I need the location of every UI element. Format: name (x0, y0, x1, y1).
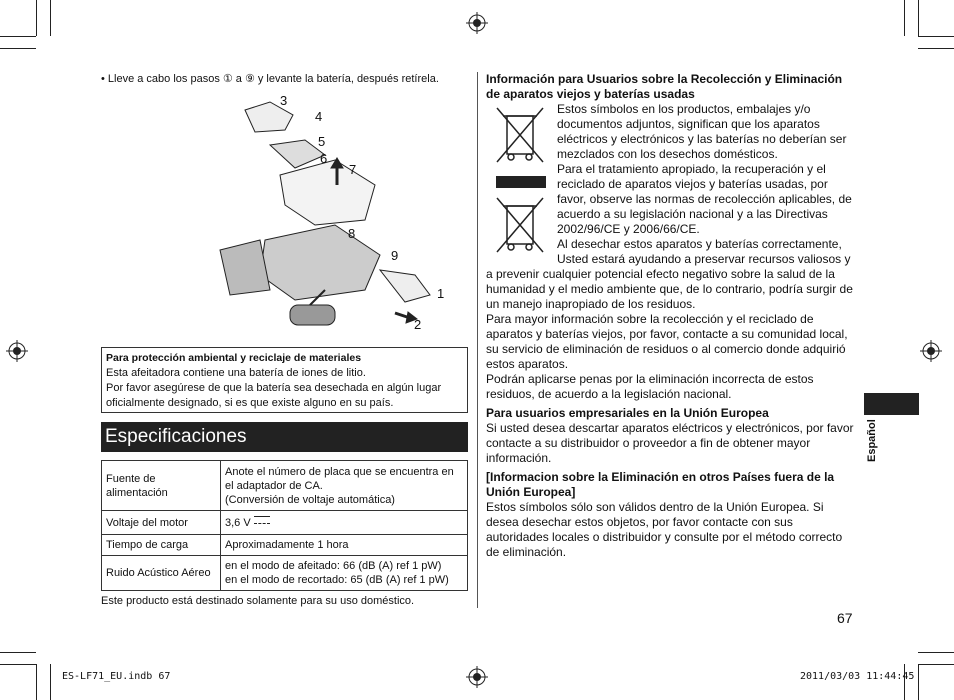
callout-6: 6 (320, 151, 328, 166)
outside-eu-title: [Informacion sobre la Eliminación en otros Países fuera de la Unión Europea] (486, 470, 835, 499)
spec-value-text: 3,6 V (225, 516, 251, 529)
crop-mark (904, 664, 905, 700)
eu-business-text: Si usted desea descartar aparatos eléctricos y electrónicos, por favor contacte a su distribuidor o proveedor a fin de obtener mayor información. (486, 421, 854, 465)
callout-9: 9 (391, 248, 399, 263)
callout-3: 3 (280, 93, 288, 108)
registration-mark-right (920, 340, 942, 362)
callout-8: 8 (348, 226, 356, 241)
crop-mark (918, 0, 919, 36)
registration-mark-bottom (466, 666, 488, 688)
crop-mark (918, 36, 954, 37)
footnote: Este producto está destinado solamente para su uso doméstico. (101, 595, 415, 607)
callout-5: 5 (318, 134, 326, 149)
crop-mark (0, 48, 36, 49)
disassembly-diagram (215, 90, 455, 335)
environment-box-line: Esta afeitadora contiene una batería de iones de litio. (106, 367, 366, 379)
spec-label: Fuente de alimentación (102, 461, 221, 511)
spec-label: Tiempo de carga (102, 535, 221, 556)
disposal-paragraph: Estos símbolos en los productos, embalajes y/o documentos adjuntos, significan que los aparatos eléctricos y electrónicos y las baterías no deberían ser mezclados con los desechos domésticos. (557, 102, 847, 161)
crop-mark (50, 664, 51, 700)
disposal-title: Información para Usuarios sobre la Recolección y Eliminación de aparatos viejos y baterías usadas (486, 72, 843, 101)
battery-bin-icon (493, 194, 547, 254)
dc-symbol-icon (254, 516, 270, 524)
intro-instruction: • Lleve a cabo los pasos ① a ⑨ y levante la batería, después retírela. (101, 73, 439, 85)
environment-box-title: Para protección ambiental y reciclaje de materiales (106, 352, 362, 364)
spec-label: Voltaje del motor (102, 511, 221, 535)
crop-mark (0, 36, 36, 37)
table-row (102, 461, 468, 511)
disposal-paragraph: Podrán aplicarse penas por la eliminación incorrecta de estos residuos, de acuerdo a la legislación nacional. (486, 372, 814, 401)
spec-value: en el modo de afeitado: 66 (dB (A) ref 1 pW) en el modo de recortado: 65 (dB (A) ref 1 pW) (221, 556, 468, 591)
eu-business-title: Para usuarios empresariales en la Unión Europea (486, 406, 769, 420)
disposal-paragraph: Para el tratamiento apropiado, la recuperación y el reciclado de aparatos viejos y baterías usadas, por favor, observe las normas de recolección aplicables, de acuerdo a su legislación nacional y a las Directivas 2002/96/CE y 2006/66/CE. (557, 162, 852, 236)
callout-4: 4 (315, 109, 323, 124)
column-divider (477, 72, 478, 608)
footer-datetime: 2011/03/03 11:44:45 (800, 671, 915, 682)
spec-label: Ruido Acústico Aéreo (102, 556, 221, 591)
language-tab-label: Español (866, 419, 878, 462)
language-tab (864, 393, 919, 415)
crop-mark (904, 0, 905, 36)
specifications-heading: Especificaciones (101, 422, 468, 452)
environment-box-line: oficialmente designado, si es que existe alguno en su país. (106, 397, 394, 409)
crop-mark (918, 664, 919, 700)
crop-mark (918, 664, 954, 665)
spec-value (221, 511, 468, 535)
callout-7: 7 (349, 162, 357, 177)
spec-value: Anote el número de placa que se encuentra en el adaptador de CA. (Conversión de voltaje automática) (221, 461, 468, 511)
registration-mark-top (466, 12, 488, 34)
disposal-paragraph: Al desechar estos aparatos y baterías correctamente, Usted estará ayudando a preservar recursos valiosos y (557, 237, 851, 266)
disposal-paragraph: a prevenir cualquier potencial efecto negativo sobre la salud de la humanidad y el medio ambiente que, de lo contrario, podría surgir de un manejo inapropiado de los residuos. (486, 267, 853, 311)
crop-mark (50, 0, 51, 36)
crop-mark (918, 48, 954, 49)
callout-1: 1 (437, 286, 445, 301)
wheelie-bin-icon (493, 104, 547, 164)
page-number: 67 (837, 610, 853, 626)
callout-2: 2 (414, 317, 422, 332)
crop-mark (918, 652, 954, 653)
crop-mark (0, 664, 36, 665)
environment-box-line: Por favor asegúrese de que la batería sea desechada en algún lugar (106, 382, 442, 394)
spec-value: Aproximadamente 1 hora (221, 535, 468, 556)
registration-mark-left (6, 340, 28, 362)
crop-mark (36, 0, 37, 36)
table-row (102, 535, 468, 556)
footer-file: ES-LF71_EU.indb 67 (62, 671, 171, 682)
specifications-table (101, 460, 468, 591)
table-row (102, 556, 468, 591)
disposal-paragraph: Para mayor información sobre la recolección y el reciclado de aparatos y baterías viejos, por favor, contacte a su comunidad local, su servicio de eliminación de residuos o al comercio donde adquirió estos aparatos. (486, 312, 848, 371)
crop-mark (0, 652, 36, 653)
environment-box (101, 347, 468, 413)
outside-eu-text: Estos símbolos sólo son válidos dentro de la Unión Europea. Si desea desechar estos objetos, por favor contacte con sus autoridades locales o distribuidor y consulte por el método correcto de eliminación. (486, 500, 843, 559)
black-bar-icon (496, 176, 546, 188)
table-row (102, 511, 468, 535)
crop-mark (36, 664, 37, 700)
